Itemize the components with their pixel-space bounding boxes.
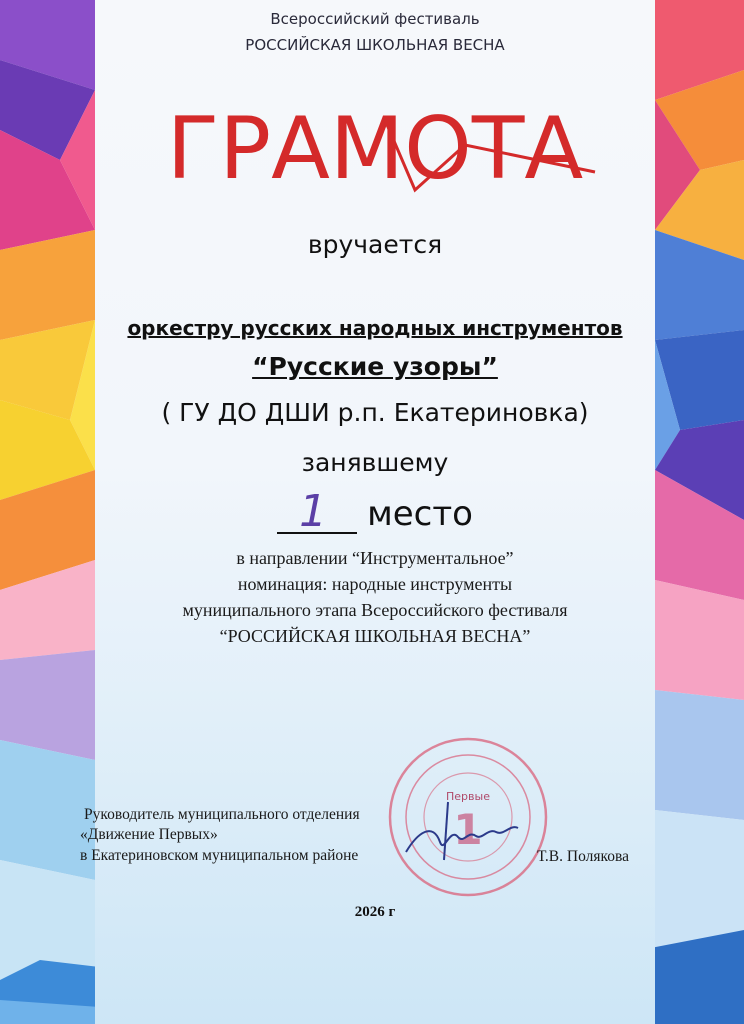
certificate-year: 2026 г — [354, 904, 396, 920]
official-stamp — [378, 732, 558, 902]
certificate-title-text: ГРАМОТА — [166, 99, 584, 199]
signer-position-line2: «Движение Первых» — [80, 826, 218, 843]
place-row — [95, 486, 655, 544]
festival-title-line1: Всероссийский фестиваль — [270, 10, 480, 28]
signer-name: Т.В. Полякова — [537, 848, 629, 865]
place-word: место — [367, 494, 473, 534]
festival-title-line2: РОССИЙСКАЯ ШКОЛЬНАЯ ВЕСНА — [245, 36, 505, 54]
details-line2: номинация: народные инструменты — [237, 574, 513, 594]
place-number: 1 — [299, 486, 328, 537]
stamp-center-number: 1 — [453, 805, 483, 854]
details-line3: муниципального этапа Всероссийского фестиваля — [182, 600, 568, 620]
recipient-line2: “Русские узоры” — [252, 352, 498, 381]
recipient-line1: оркестру русских народных инструментов — [127, 316, 623, 340]
certificate-title-art — [95, 90, 655, 200]
took-text: занявшему — [301, 448, 449, 477]
signer-position-line3: в Екатериновском муниципальном районе — [80, 847, 359, 864]
certificate-title — [95, 90, 655, 200]
details-line4: “РОССИЙСКАЯ ШКОЛЬНАЯ ВЕСНА” — [219, 626, 531, 646]
details-line1: в направлении “Инструментальное” — [236, 548, 514, 568]
stamp-center-text: Первые — [446, 790, 490, 803]
place-blank — [277, 486, 357, 537]
signer-position-line1: Руководитель муниципального отделения — [84, 806, 360, 823]
awarded-text: вручается — [307, 230, 443, 259]
recipient-line3: ( ГУ ДО ДШИ р.п. Екатериновка) — [161, 398, 589, 427]
